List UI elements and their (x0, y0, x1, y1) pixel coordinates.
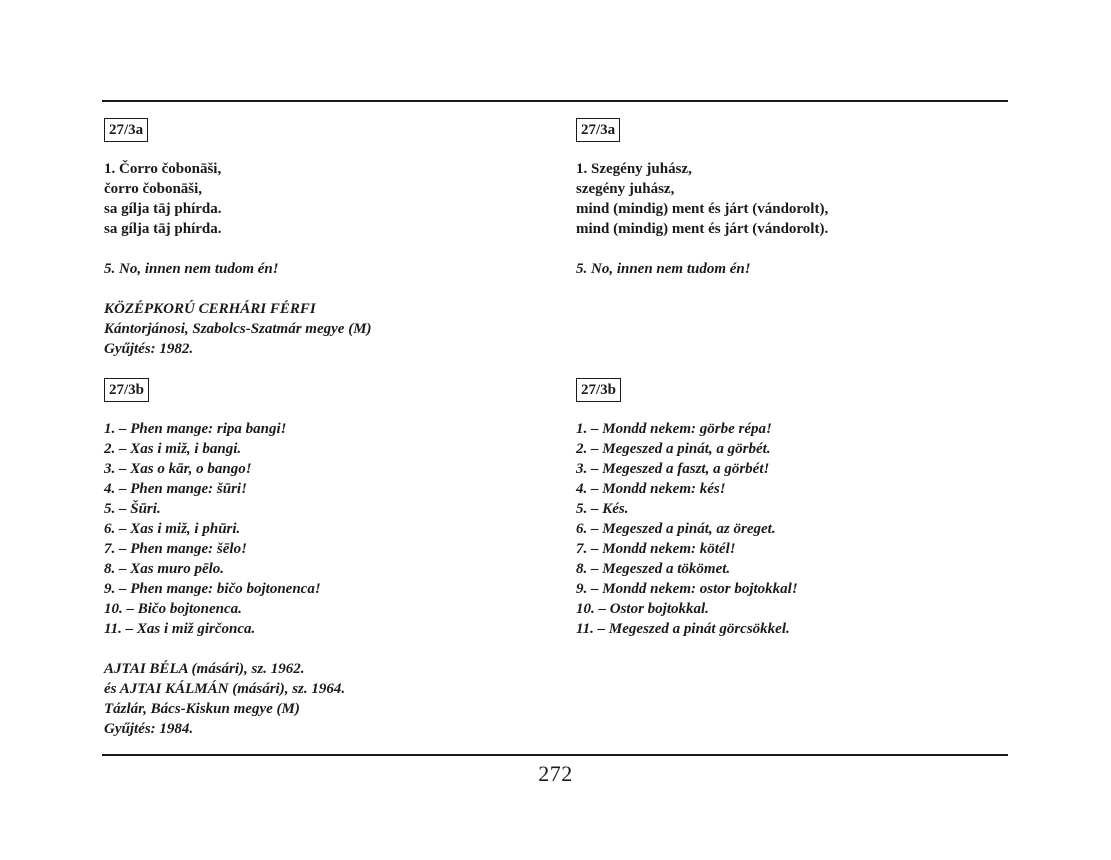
top-rule (102, 100, 1008, 102)
verse-line: 2. – Xas i miž, i bangi. (104, 441, 242, 457)
verse-line: szegény juhász, (576, 181, 675, 197)
verse-a-right (576, 159, 1016, 239)
singer-info-a (104, 299, 544, 359)
verse-line: 1. – Phen mange: ripa bangi! (104, 421, 287, 437)
verse-b-right (576, 419, 1016, 639)
verse-line: 7. – Mondd nekem: kötél! (576, 541, 736, 557)
verse-line: 3. – Xas o kār, o bango! (104, 461, 252, 477)
verse-line: 11. – Xas i miž girčonca. (104, 621, 256, 637)
verse-line: sa gílja tāj phírda. (104, 221, 222, 237)
verse-line: 11. – Megeszed a pinát görcsökkel. (576, 621, 790, 637)
singer-name: KÖZÉPKORÚ CERHÁRI FÉRFI (104, 301, 316, 317)
bottom-rule (102, 754, 1008, 756)
verse-line: 4. – Mondd nekem: kés! (576, 481, 726, 497)
singer-name: és AJTAI KÁLMÁN (másári), sz. 1964. (104, 681, 346, 697)
verse-line: 1. – Mondd nekem: görbe répa! (576, 421, 772, 437)
verse-line: 10. – Bičo bojtonenca. (104, 601, 242, 617)
verse-line: sa gílja tāj phírda. (104, 201, 222, 217)
collection-year: Gyűjtés: 1984. (104, 721, 194, 737)
verse-line: mind (mindig) ment és járt (vándorolt). (576, 221, 829, 237)
verse-line: 8. – Megeszed a tökömet. (576, 561, 731, 577)
verse-line: 3. – Megeszed a faszt, a görbét! (576, 461, 770, 477)
singer-info-b (104, 659, 544, 739)
verse-line: 7. – Phen mange: šēlo! (104, 541, 247, 557)
singer-name: AJTAI BÉLA (másári), sz. 1962. (104, 661, 305, 677)
verse-line: 9. – Mondd nekem: ostor bojtokkal! (576, 581, 798, 597)
song-label-27-3b-right: 27/3b (576, 378, 621, 402)
verse-line: 4. – Phen mange: šūri! (104, 481, 247, 497)
verse-line: čorro čobonāši, (104, 181, 203, 197)
verse-line: 6. – Xas i miž, i phūri. (104, 521, 241, 537)
verse-line: 10. – Ostor bojtokkal. (576, 601, 709, 617)
note-line: 5. No, innen nem tudom én! (576, 261, 751, 277)
note-line: 5. No, innen nem tudom én! (104, 261, 279, 277)
verse-a-left (104, 159, 544, 239)
song-label-27-3a-left: 27/3a (104, 118, 148, 142)
song-label-27-3a-right: 27/3a (576, 118, 620, 142)
song-label-27-3b-left: 27/3b (104, 378, 149, 402)
singer-place: Tázlár, Bács-Kiskun megye (M) (104, 701, 300, 717)
collection-year: Gyűjtés: 1982. (104, 341, 194, 357)
verse-line: 5. – Šūri. (104, 501, 161, 517)
page-number: 272 (538, 761, 573, 786)
singer-place: Kántorjánosi, Szabolcs-Szatmár megye (M) (104, 321, 372, 337)
verse-line: 6. – Megeszed a pinát, az öreget. (576, 521, 776, 537)
verse-line: 1. Čorro čobonāši, (104, 161, 222, 177)
verse-line: 5. – Kés. (576, 501, 629, 517)
verse-line: 8. – Xas muro pēlo. (104, 561, 225, 577)
verse-line: mind (mindig) ment és járt (vándorolt), (576, 201, 829, 217)
verse-line: 2. – Megeszed a pinát, a görbét. (576, 441, 771, 457)
verse-b-left (104, 419, 544, 639)
verse-line: 1. Szegény juhász, (576, 161, 692, 177)
verse-line: 9. – Phen mange: bičo bojtonenca! (104, 581, 321, 597)
